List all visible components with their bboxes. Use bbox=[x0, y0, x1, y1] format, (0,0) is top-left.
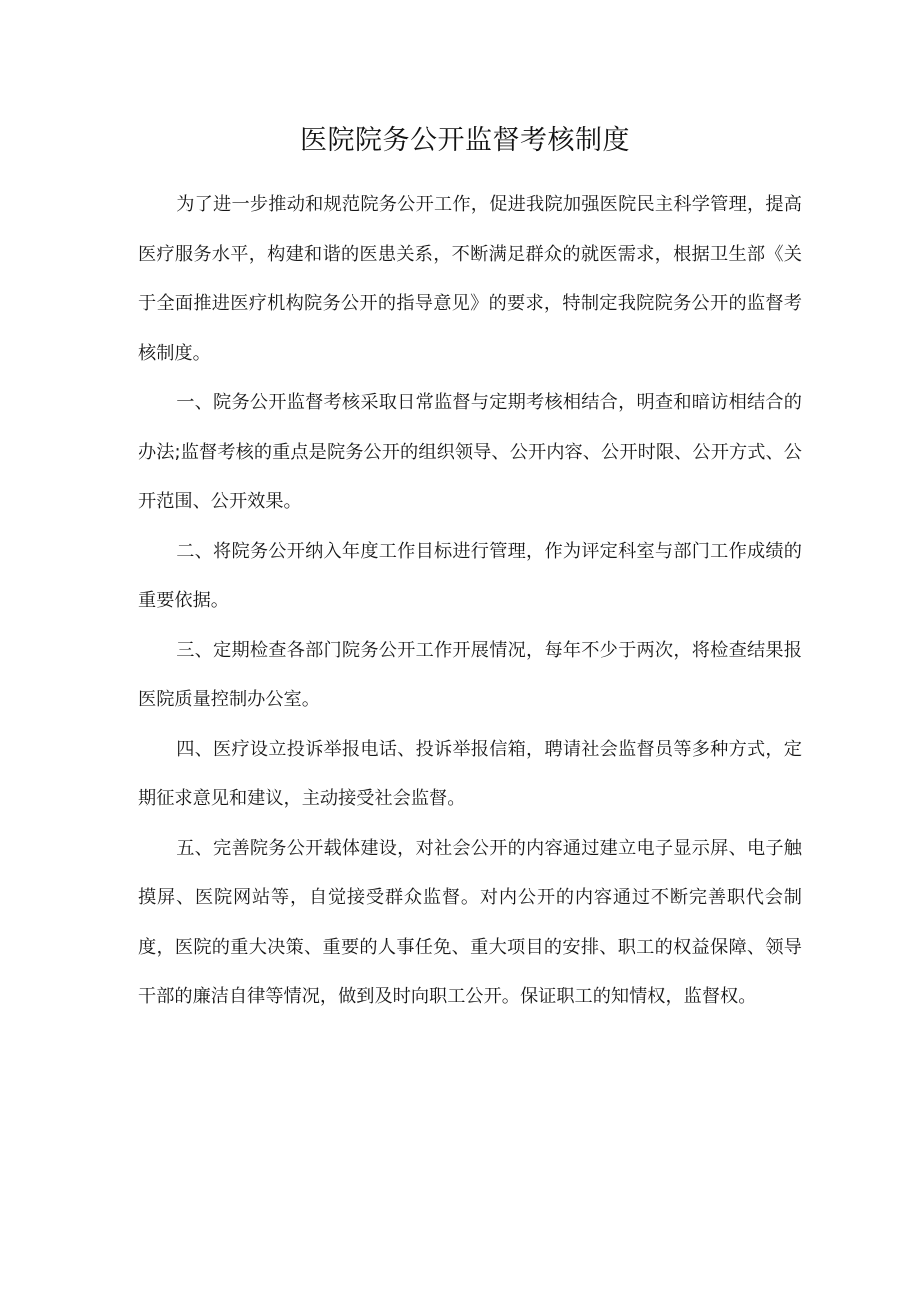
paragraph-intro: 为了进一步推动和规范院务公开工作，促进我院加强医院民主科学管理，提高医疗服务水平，构建和谐的医患关系，不断满足群众的就医需求，根据卫生部《关于全面推进医疗机构院务公开的指导意见》的要求，特制定我院院务公开的监督考核制度。 bbox=[138, 194, 802, 364]
paragraph-article-4: 四、医疗设立投诉举报电话、投诉举报信箱，聘请社会监督员等多种方式，定期征求意见和建议，主动接受社会监督。 bbox=[138, 738, 802, 809]
paragraph-article-3: 三、定期检查各部门院务公开工作开展情况，每年不少于两次，将检查结果报医院质量控制办公室。 bbox=[138, 639, 802, 710]
paragraph-article-1: 一、院务公开监督考核采取日常监督与定期考核相结合，明查和暗访相结合的办法;监督考核的重点是院务公开的组织领导、公开内容、公开时限、公开方式、公开范围、公开效果。 bbox=[138, 392, 802, 512]
paragraph-article-2: 二、将院务公开纳入年度工作目标进行管理，作为评定科室与部门工作成绩的重要依据。 bbox=[138, 540, 802, 611]
document-body bbox=[138, 180, 802, 1022]
paragraph-article-5: 五、完善院务公开载体建设，对社会公开的内容通过建立电子显示屏、电子触摸屏、医院网站等，自觉接受群众监督。对内公开的内容通过不断完善职代会制度，医院的重大决策、重要的人事任免、重大项目的安排、职工的权益保障、领导干部的廉洁自律等情况，做到及时向职工公开。保证职工的知情权，监督权。 bbox=[138, 837, 802, 1007]
document-title: 医院院务公开监督考核制度 bbox=[300, 125, 630, 156]
